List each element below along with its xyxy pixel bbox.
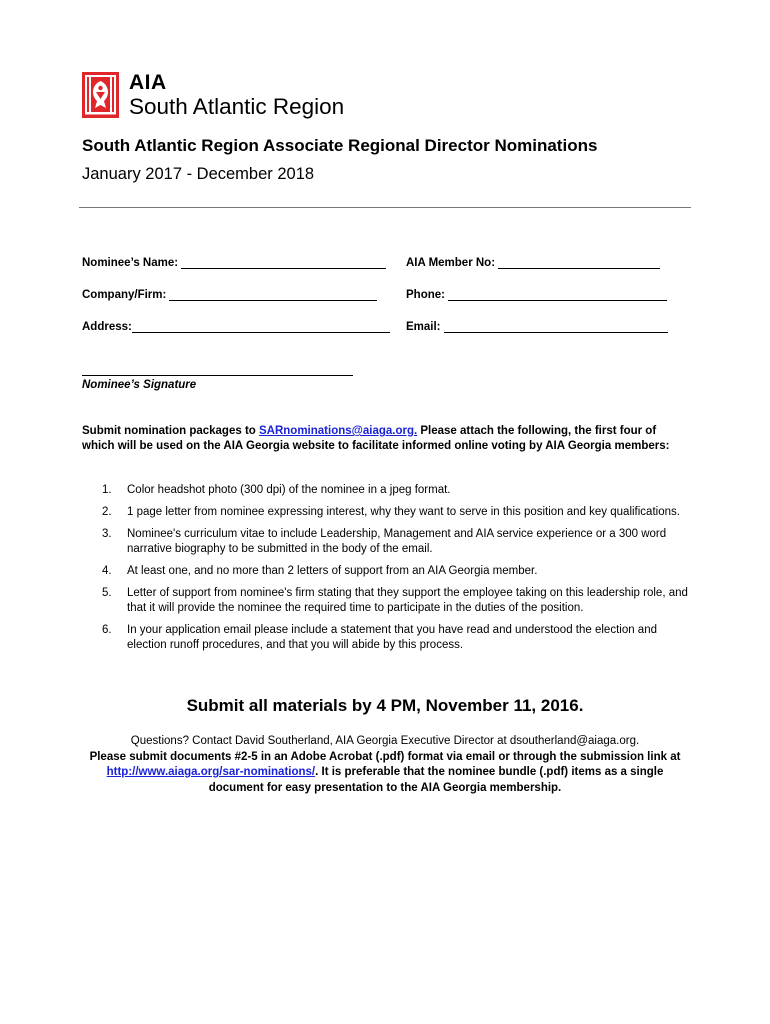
requirements-list [82, 483, 692, 660]
list-item-text: Nominee's curriculum vitae to include Leadership, Management and AIA service experience or a 300 word narrative biography to be submitted in the body of the email. [127, 528, 667, 555]
company-label: Company/Firm: [82, 289, 167, 301]
phone-label: Phone: [406, 289, 445, 301]
logo-region-name: South Atlantic Region [129, 94, 345, 119]
submission-deadline: Submit all materials by 4 PM, November 11, 2016. [186, 696, 584, 715]
nominee-name-line[interactable] [181, 256, 386, 269]
list-item [82, 527, 692, 557]
phone-field[interactable] [406, 288, 667, 301]
header-divider [79, 207, 691, 208]
signature-label: Nominee’s Signature [82, 379, 197, 391]
company-field[interactable] [82, 288, 377, 301]
list-item-text: At least one, and no more than 2 letters of support from an AIA Georgia member. [127, 565, 538, 577]
list-item-text: Letter of support from nominee's firm stating that they support the employee taking on this leadership role, and that it will provide the nominee the required time to participate in the duties of the position. [127, 587, 688, 614]
pdf-instructions-prefix: Please submit documents #2-5 in an Adobe Acrobat (.pdf) format via email or through the submission link at [89, 750, 681, 763]
list-item [82, 623, 692, 653]
page-title: South Atlantic Region Associate Regional Director Nominations [82, 136, 598, 155]
email-label: Email: [406, 321, 441, 333]
member-no-label: AIA Member No: [406, 257, 496, 269]
address-label: Address: [82, 321, 132, 333]
list-item-number: 4. [102, 565, 112, 577]
logo-org-name: AIA [129, 71, 167, 94]
address-line[interactable] [132, 320, 390, 333]
list-item [82, 564, 692, 579]
list-item-text: In your application email please include a statement that you have read and understood the election and election runoff procedures, and that you will abide by this process. [127, 624, 657, 651]
list-item [82, 483, 692, 498]
submission-link[interactable]: http://www.aiaga.org/sar-nominations/ [106, 766, 316, 778]
list-item-text: Color headshot photo (300 dpi) of the nominee in a jpeg format. [127, 484, 451, 496]
pdf-instructions-suffix: . It is preferable that the nominee bundle (.pdf) items as a single document for easy presentation to the AIA Georgia membership. [208, 766, 664, 794]
list-item-number: 3. [102, 528, 112, 540]
member-no-line[interactable] [498, 256, 660, 269]
address-field[interactable] [82, 320, 390, 333]
nominee-name-field[interactable] [82, 256, 386, 269]
member-no-field[interactable] [406, 256, 660, 269]
list-item [82, 586, 692, 616]
email-field[interactable] [406, 320, 668, 333]
company-line[interactable] [169, 288, 377, 301]
list-item [82, 505, 692, 520]
submission-instructions [82, 424, 682, 454]
pdf-instructions [85, 750, 685, 797]
list-item-number: 6. [102, 624, 112, 636]
nominee-name-label: Nominee’s Name: [82, 257, 179, 269]
list-item-number: 1. [102, 484, 112, 496]
closing-notes [85, 734, 685, 796]
nominations-email-link[interactable]: SARnominations@aiaga.org. [259, 425, 418, 437]
instructions-suffix: Please attach the following, the first four of which will be used on the AIA Georgia website to facilitate informed online voting by AIA Georgia members: [82, 425, 670, 453]
email-line[interactable] [444, 320, 668, 333]
aia-eagle-logo-icon [82, 72, 119, 118]
phone-line[interactable] [448, 288, 667, 301]
instructions-prefix: Submit nomination packages to [82, 425, 259, 437]
aia-logo [82, 72, 352, 122]
list-item-number: 2. [102, 506, 112, 518]
list-item-number: 5. [102, 587, 112, 599]
list-item-text: 1 page letter from nominee expressing interest, why they want to serve in this position and key qualifications. [127, 506, 680, 518]
signature-line[interactable] [82, 375, 353, 376]
page-subtitle: January 2017 - December 2018 [82, 165, 315, 183]
questions-contact: Questions? Contact David Southerland, AIA Georgia Executive Director at dsoutherland@aiaga.org. [130, 735, 640, 747]
